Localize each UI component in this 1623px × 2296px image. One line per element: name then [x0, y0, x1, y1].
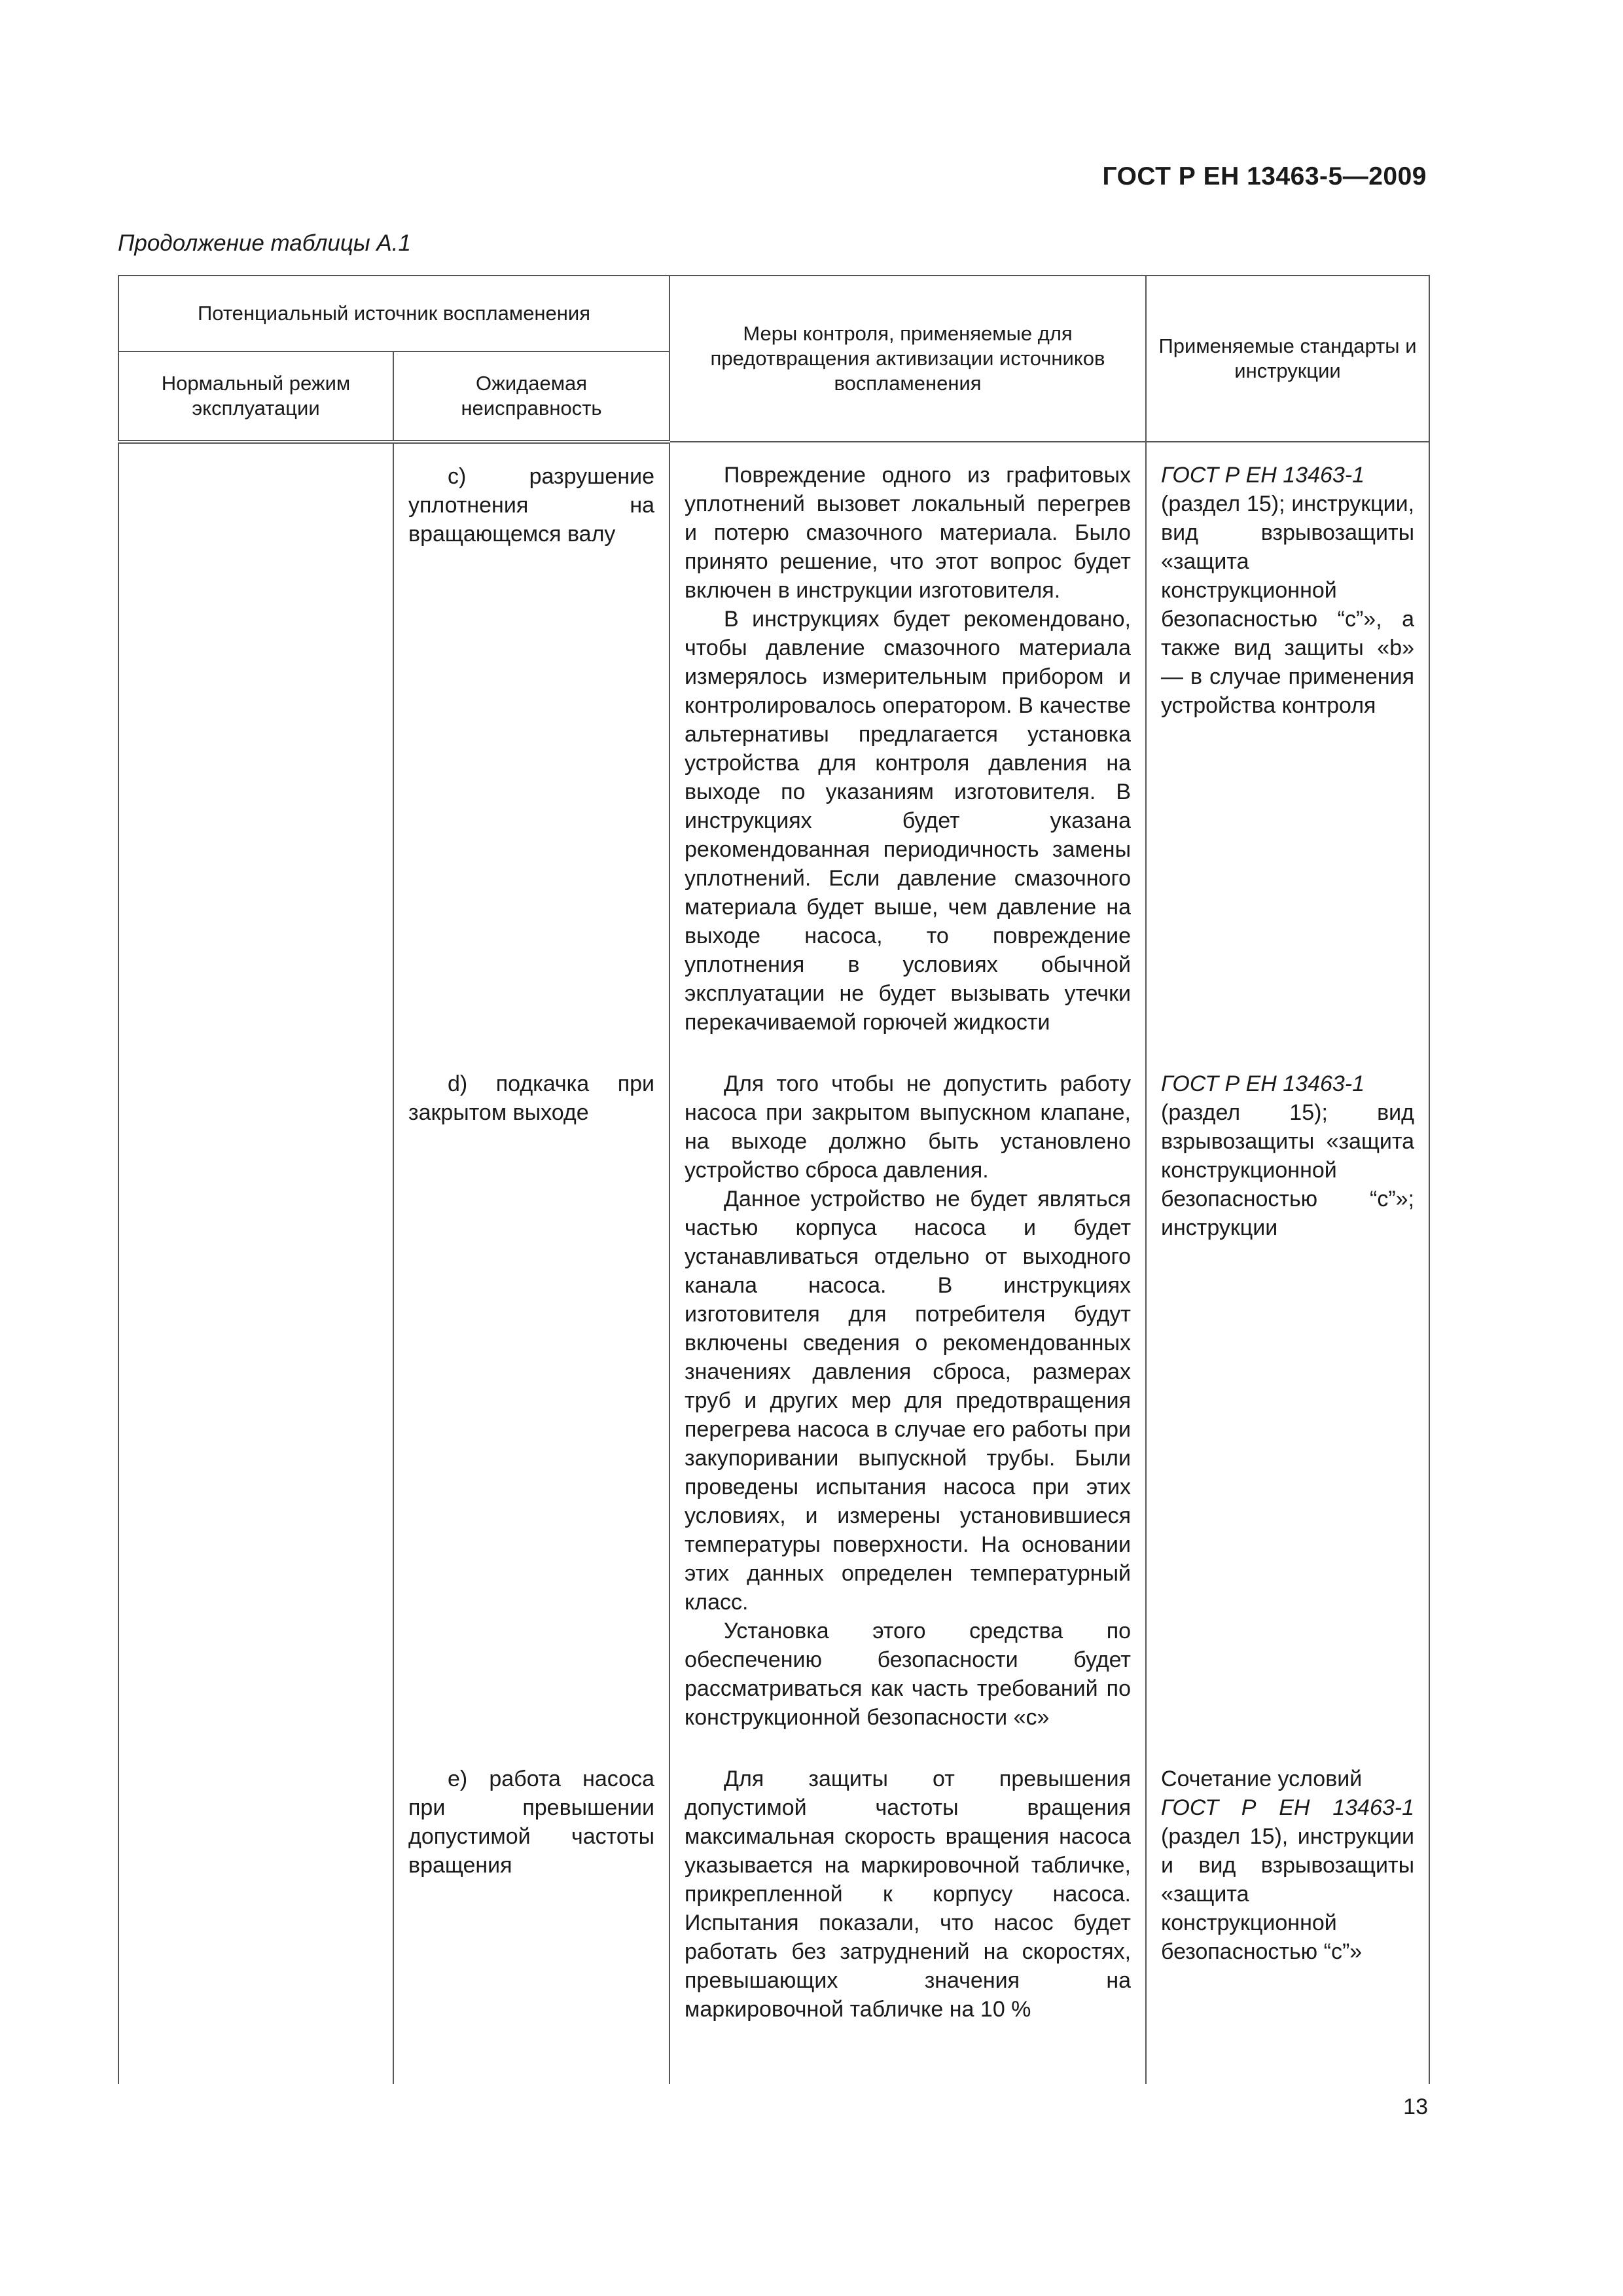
- fault-text: e) работа насоса при превышении допустимой частоты вращения: [408, 1767, 655, 1878]
- table-caption: Продолжение таблицы А.1: [118, 230, 411, 256]
- cell-expected-fault: [393, 1750, 669, 2084]
- header-ignition-source: Потенциальный источник воспламенения: [118, 276, 669, 351]
- standard-reference: [1161, 461, 1414, 490]
- fault-text: d) подкачка при закрытом выходе: [408, 1071, 655, 1125]
- standard-lead: Сочетание условий: [1161, 1767, 1363, 1791]
- fault-text: c) разрушение уплотнения на вращающемся валу: [408, 464, 655, 547]
- standard-details: (раздел 15), инструкции и вид взрывозащиты «защита конструкционной безопасностью “с”»: [1161, 1824, 1415, 1964]
- ignition-sources-table: [118, 275, 1430, 2084]
- header-expected-fault: Ожидаемая неисправность: [393, 351, 669, 442]
- document-code: ГОСТ Р ЕН 13463-5—2009: [1102, 162, 1427, 190]
- cell-standards: [1146, 1055, 1429, 1750]
- table-row: [118, 1750, 1429, 2084]
- header-standards: Применяемые стандарты и инструкции: [1146, 276, 1429, 442]
- cell-normal-mode: [118, 1750, 393, 2084]
- standard-code: ГОСТ Р ЕН 13463-1: [1161, 1795, 1415, 1820]
- table-row: [118, 1055, 1429, 1750]
- measure-paragraph: Повреждение одного из графитовых уплотнений вызовет локальный перегрев и потерю смазочного материала. Было принято решение, что этот вопрос будет включен в инструкции изготовителя.: [685, 463, 1132, 603]
- measure-paragraph: Данное устройство не будет являться частью корпуса насоса и будет устанавливаться отдельно от выходного канала насоса. В инструкциях изготовителя для потребителя будут включены сведения о рекомендованных значениях давления сброса, размерах труб и других мер для предотвращения перегрева насоса в случае его работы при закупоривании выпускной трубы. Были проведены испытания насоса при этих условиях, и измерены установившиеся температуры поверхности. На основании этих данных определен температурный класс.: [685, 1187, 1132, 1615]
- standard-code: ГОСТ Р ЕН 13463-1: [1161, 463, 1365, 488]
- standard-reference: [1161, 1069, 1414, 1098]
- cell-control-measures: [669, 442, 1146, 1055]
- cell-standards: [1146, 442, 1429, 1055]
- measure-paragraph: Установка этого средства по обеспечению безопасности будет рассматриваться как часть требований по конструкционной безопасности «с»: [685, 1619, 1132, 1730]
- cell-expected-fault: [393, 1055, 669, 1750]
- standard-details: (раздел 15); вид взрывозащиты «защита конструкционной безопасностью “с”»; инструкции: [1161, 1100, 1415, 1240]
- header-normal-mode: Нормальный режим эксплуатации: [118, 351, 393, 442]
- measure-paragraph: Для того чтобы не допустить работу насоса при закрытом выпускном клапане, на выходе должно быть установлено устройство сброса давления.: [685, 1071, 1132, 1183]
- cell-expected-fault: [393, 442, 669, 1055]
- measure-paragraph: В инструкциях будет рекомендовано, чтобы давление смазочного материала измерялось измерительным прибором и контролировалось оператором. В качестве альтернативы предлагается установка устройства для контроля давления на выходе по указаниям изготовителя. В инструкциях будет указана рекомендованная периодичность замены уплотнений. Если давление смазочного материала будет выше, чем давление на выходе насоса, то повреждение уплотнения в условиях обычной эксплуатации не будет вызывать утечки перекачиваемой горючей жидкости: [685, 607, 1132, 1035]
- header-control-measures: Меры контроля, применяемые для предотвращения активизации источников воспламенения: [669, 276, 1146, 442]
- cell-control-measures: [669, 1750, 1146, 2084]
- standard-details: (раздел 15); инструкции, вид взрывозащиты «защита конструкционной безопасностью “с”», а также вид защиты «b» — в случае применения устройства контроля: [1161, 492, 1415, 718]
- standard-reference: [1161, 1793, 1414, 1966]
- cell-normal-mode: [118, 1055, 393, 1750]
- table-row: [118, 442, 1429, 1055]
- page-number: 13: [1403, 2094, 1428, 2119]
- measure-paragraph: Для защиты от превышения допустимой частоты вращения максимальная скорость вращения насоса указывается на маркировочной табличке, прикрепленной к корпусу насоса. Испытания показали, что насос будет работать без затруднений на скоростях, превышающих значения на маркировочной табличке на 10 %: [685, 1767, 1132, 2022]
- standard-code: ГОСТ Р ЕН 13463-1: [1161, 1071, 1365, 1096]
- table-header-row-1: [118, 276, 1429, 351]
- cell-control-measures: [669, 1055, 1146, 1750]
- cell-normal-mode: [118, 442, 393, 1055]
- cell-standards: [1146, 1750, 1429, 2084]
